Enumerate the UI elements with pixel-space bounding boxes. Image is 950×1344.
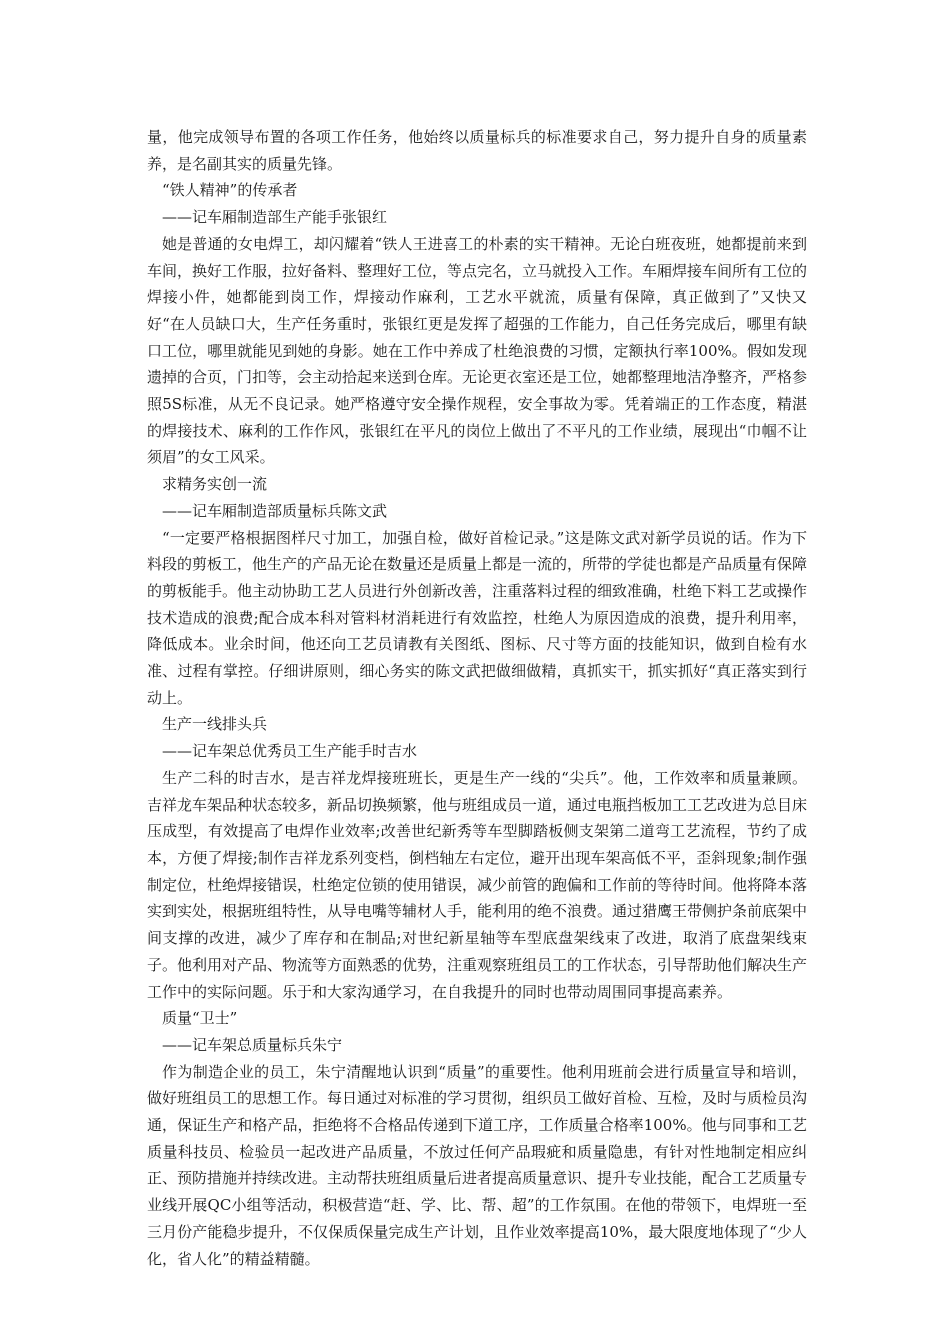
paragraph-intro: 量，他完成领导布置的各项工作任务，他始终以质量标兵的标准要求自己，努力提升自身的质量素养，是名副其实的质量先锋。 bbox=[147, 128, 807, 173]
section-subtitle: ——记车架总优秀员工生产能手时吉水 bbox=[162, 742, 418, 761]
section-subtitle: ——记车厢制造部生产能手张银红 bbox=[162, 208, 388, 227]
section-body: 她是普通的女电焊工，却闪耀着“铁人王进喜工的朴素的实干精神。无论白班夜班，她都提前来到车间，换好工作服，拉好备料、整理好工位，等点完名，立马就投入工作。车厢焊接车间所有工位的焊接小件，她都能到岗工作，焊接动作麻利，工艺水平就流，质量有保障，真正做到了”又快又好“在人员缺口大，生产任务重时，张银红更是发挥了超强的工作能力，自己任务完成后，哪里有缺口工位，哪里就能见到她的身影。她在工作中养成了杜绝浪费的习惯，定额执行率100%。假如发现遗掉的合页，门扣等，会主动拾起来送到仓库。无论更衣室还是工位，她都整理地洁净整齐，严格参照5S标准，从无不良记录。她严格遵守安全操作规程，安全事故为零。凭着端正的工作态度，精湛的焊接技术、麻利的工作作风，张银红在平凡的岗位上做出了不平凡的工作业绩，展现出“巾帼不让须眉”的女工风采。 bbox=[147, 234, 808, 467]
section-body: 生产二科的时吉水，是吉祥龙焊接班班长，更是生产一线的“尖兵”。他，工作效率和质量兼顾。吉祥龙车架品种状态较多，新品切换频繁，他与班组成员一道，通过电瓶挡板加工工艺改进为总目床压成型，有效提高了电焊作业效率;改善世纪新秀等车型脚踏板侧支架第二道弯工艺流程，节约了成本，方便了焊接;制作吉祥龙系列变档，倒档轴左右定位，避开出现车架高低不平，歪斜现象;制作强制定位，杜绝焊接错误，杜绝定位锁的使用错误，减少前管的跑偏和工作前的等待时间。他将降本落实到实处，根据班组特性，从导电嘴等辅材人手，能利用的绝不浪费。通过猎鹰王带侧护条前底架中间支撑的改进，减少了库存和在制品;对世纪新星轴等车型底盘架线束了改进，取消了底盘架线束子。他利用对产品、物流等方面熟悉的优势，注重观察班组员工的工作状态，引导帮助他们解决生产工作中的实际问题。乐于和大家沟通学习，在自我提升的同时也带动周围同事提高素养。 bbox=[147, 768, 808, 1001]
section-subtitle: ——记车架总质量标兵朱宁 bbox=[162, 1035, 343, 1054]
section-title: 生产一线排头兵 bbox=[162, 715, 268, 734]
section-title: 求精务实创一流 bbox=[162, 475, 268, 494]
section-title: “铁人精神”的传承者 bbox=[162, 181, 298, 200]
section-body: “一定要严格根据图样尺寸加工，加强自检，做好首检记录。”这是陈文武对新学员说的话。作为下料段的剪板工，他生产的产品无论在数量还是质量上都是一流的，所带的学徒也都是产品质量有保障的剪板能手。他主动协助工艺人员进行外创新改善，注重落料过程的细致准确，杜绝下料工艺或操作技术造成的浪费;配合成本科对管料材消耗进行有效监控，杜绝人为原因造成的浪费，提升利用率，降低成本。业余时间，他还向工艺员请教有关图纸、图标、尺寸等方面的技能知识，做到自检有水准、过程有掌控。仔细讲原则，细心务实的陈文武把做细做精，真抓实干，抓实抓好“真正落实到行动上。 bbox=[147, 528, 808, 707]
section-title: 质量“卫士” bbox=[162, 1009, 238, 1028]
section-body: 作为制造企业的员工，朱宁清醒地认识到“质量”的重要性。他利用班前会进行质量宣导和培训，做好班组员工的思想工作。每日通过对标准的学习贯彻，组织员工做好首检、互检，及时与质检员沟通，保证生产和格产品，拒绝将不合格品传递到下道工序，工作质量合格率100%。他与同事和工艺质量科技员、检验员一起改进产品质量，不放过任何产品瑕疵和质量隐患，有针对性地制定相应纠正、预防措施并持续改进。主动帮扶班组质量后进者提高质量意识、提升专业技能，配合工艺质量专业线开展QC小组等活动，积极营造“赶、学、比、帮、超”的工作氛围。在他的带领下，电焊班一至三月份产能稳步提升，不仅保质保量完成生产计划，且作业效率提高10%，最大限度地体现了“少人化，省人化”的精益精髓。 bbox=[147, 1062, 808, 1268]
section-subtitle: ——记车厢制造部质量标兵陈文武 bbox=[162, 501, 388, 520]
document-page bbox=[147, 124, 807, 1272]
